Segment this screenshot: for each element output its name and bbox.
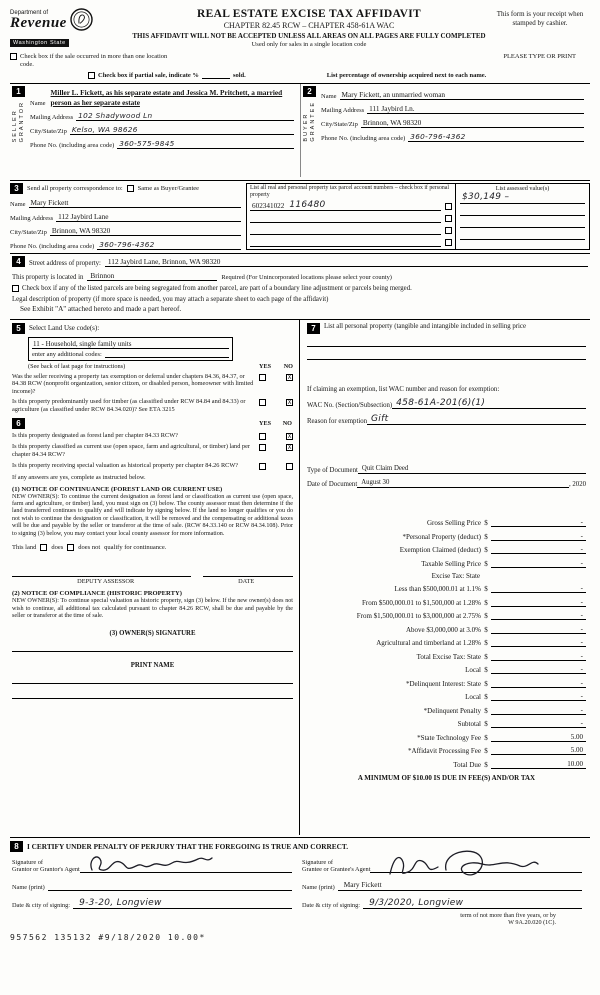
does-not-label: does not <box>78 544 101 552</box>
same-as-buyer-label: Same as Buyer/Grantee <box>137 185 200 192</box>
yes-checkbox[interactable] <box>259 399 266 406</box>
grantor-signature <box>86 851 214 875</box>
fee-label: From $1,500,000.01 to $3,000,000 at 2.75% <box>356 612 481 620</box>
fee-amount-field[interactable]: - <box>491 638 586 647</box>
no-checkbox[interactable]: X <box>287 373 292 381</box>
signature-of-label: Signature of <box>302 858 333 866</box>
question-text: Is this property designated as forest land per chapter 84.33 RCW? <box>12 432 178 440</box>
grantor-signature-label <box>12 859 80 873</box>
question-row <box>12 373 293 396</box>
question-text: Is this property receiving special valuation as historical property per chapter 84.26 RCW? <box>12 461 239 469</box>
personal-property-checkbox-4[interactable] <box>445 239 452 246</box>
fee-amount-field[interactable]: 5.00 <box>491 746 586 755</box>
section-3-badge: 3 <box>10 183 23 194</box>
grantee-signature-field[interactable] <box>370 860 582 873</box>
fee-label: Local <box>465 693 481 701</box>
owners-signature-title: (3) OWNER(S) SIGNATURE <box>109 630 196 638</box>
see-back-note: (See back of last page for instructions) <box>28 362 126 370</box>
segregated-checkbox[interactable] <box>12 285 19 292</box>
multi-location-label: Check box if the sale occurred in more than one location code. <box>20 53 168 68</box>
question-row <box>12 432 293 440</box>
multi-location-checkbox[interactable] <box>10 53 17 60</box>
buyer-name-label: Name <box>321 93 337 100</box>
fee-label: Taxable Selling Price <box>421 559 481 568</box>
located-in-value[interactable]: Brinnon <box>87 271 217 281</box>
yes-checkbox[interactable] <box>259 433 266 440</box>
corr-address-value[interactable]: 112 Jaybird Lane <box>56 212 241 222</box>
grantee-signature <box>384 846 542 886</box>
buyer-name-value[interactable]: Mary Fickett, an unmarried woman <box>340 90 584 100</box>
date-city-label: Date & city of signing: <box>302 901 361 909</box>
title-block <box>128 8 490 48</box>
buyer-city-label: City/State/Zip <box>321 121 358 128</box>
fee-amount-field[interactable]: - <box>491 584 586 593</box>
assessed-value-2[interactable] <box>460 204 585 216</box>
corr-phone-value[interactable]: 360-796-4362 <box>97 240 241 250</box>
date-city-label: Date & city of signing: <box>12 901 71 909</box>
fee-label: *Affidavit Processing Fee <box>408 747 481 755</box>
revenue-text: Revenue <box>10 14 67 31</box>
fee-label: Local <box>465 666 481 674</box>
certification-section <box>10 837 590 942</box>
parcel-numbers-box <box>246 183 456 250</box>
right-column <box>300 320 590 835</box>
exemption-reason-label: Reason for exemption <box>307 417 368 425</box>
parcel-number-typed[interactable]: 602341022 <box>252 202 285 210</box>
form-warning: THIS AFFIDAVIT WILL NOT BE ACCEPTED UNLESS ALL AREAS ON ALL PAGES ARE FULLY COMPLETED <box>132 32 486 40</box>
fee-label: *Personal Property (deduct) <box>402 532 481 541</box>
grantor-name-field[interactable] <box>48 878 292 891</box>
no-checkbox[interactable]: X <box>287 444 292 452</box>
street-address-label: Street address of property: <box>29 260 101 267</box>
parcel-number-handwritten: 116480 <box>289 200 326 210</box>
grantee-agent-label: Grantee or Grantee's Agent <box>302 865 371 873</box>
no-checkbox[interactable] <box>286 463 293 470</box>
if-yes-note: If any answers are yes, complete as instructed below. <box>12 473 146 481</box>
grantee-signature-block <box>300 854 590 909</box>
dollar-sign: $ <box>484 760 488 769</box>
buyer-city-value[interactable]: Brinnon, WA 98320 <box>361 118 584 128</box>
does-checkbox[interactable] <box>40 544 47 551</box>
buyer-phone-value[interactable]: 360-796-4362 <box>408 132 584 142</box>
single-location-note: Used only for sales in a single location code <box>251 41 367 48</box>
print-name-field-1[interactable] <box>12 669 293 684</box>
parcel-numbers-header: List all real and personal property tax parcel account numbers – check box if personal property <box>250 185 449 198</box>
seller-phone-label: Phone No. (including area code) <box>30 142 115 149</box>
excise-tax-state-header: Excise Tax: State <box>431 571 480 580</box>
fee-amount-field[interactable]: - <box>491 598 586 607</box>
assessed-values-header: List assessed value(s) <box>495 185 550 192</box>
send-correspondence-label: Send all property correspondence to: <box>27 185 123 192</box>
fee-table <box>307 514 586 769</box>
personal-property-line-1[interactable] <box>307 334 586 347</box>
dollar-sign: $ <box>484 652 488 661</box>
fee-amount-field[interactable]: - <box>491 518 586 527</box>
form-header <box>10 8 590 49</box>
fee-amount-field[interactable]: - <box>491 706 586 715</box>
print-name-title: PRINT NAME <box>130 662 175 670</box>
deputy-assessor-signature-field[interactable] <box>12 567 191 577</box>
yes-no-header <box>259 363 293 370</box>
grantor-date-value: 9-3-20, Longview <box>79 897 162 908</box>
corr-address-label: Mailing Address <box>10 215 54 222</box>
fee-label: Total Due <box>453 760 481 769</box>
main-columns <box>10 319 590 835</box>
buyer-address-label: Mailing Address <box>321 107 365 114</box>
fee-amount-field[interactable]: 10.00 <box>491 760 586 769</box>
assessed-value-1[interactable]: $30,149 – <box>460 192 585 204</box>
section-8-badge: 8 <box>10 841 23 852</box>
correspondence-section <box>10 180 590 250</box>
yes-checkbox[interactable] <box>259 463 266 470</box>
date-label: DATE <box>238 578 255 586</box>
corr-name-label: Name <box>10 201 26 208</box>
segregated-label: Check box if any of the listed parcels are being segregated from another parcel, are part of a boundary line adjustment or parcels being merged. <box>22 285 412 292</box>
deputy-assessor-label: DEPUTY ASSESSOR <box>77 578 135 586</box>
cashier-stamp: 957562 135132 #9/18/2020 10.00* <box>10 932 206 942</box>
dollar-sign: $ <box>484 720 488 728</box>
fee-label: *Delinquent Penalty <box>423 706 481 715</box>
parties-row <box>10 83 590 177</box>
notice-compliance-body: NEW OWNER(S): To continue special valuation as historic property, sign (3) below. If the new owner(s) does not wish to continue, all additional tax calculated pursuant to chapter 84.26 RCW, shall be due and payable by the seller or transferor at the time of sale. <box>12 598 293 619</box>
seller-address-label: Mailing Address <box>30 114 74 121</box>
yes-column-label: YES <box>259 362 272 370</box>
fee-label: Exemption Claimed (deduct) <box>399 546 481 554</box>
land-use-code-value[interactable]: 11 - Household, single family units <box>32 340 229 349</box>
personal-property-line-2[interactable] <box>307 347 586 360</box>
located-required-note: Required (For Unincorporated locations please select your county) <box>221 274 392 281</box>
dollar-sign: $ <box>484 546 488 554</box>
qualify-for-continuance-label: qualify for continuance. <box>104 544 167 552</box>
form-chapter: CHAPTER 82.45 RCW – CHAPTER 458-61A WAC <box>223 21 395 30</box>
name-print-label: Name (print) <box>302 883 335 891</box>
dollar-sign: $ <box>484 666 488 674</box>
fee-amount-field[interactable]: - <box>491 719 586 728</box>
fee-amount-field[interactable]: - <box>491 679 586 688</box>
fee-amount-field[interactable]: - <box>491 625 586 634</box>
land-use-title: Select Land Use code(s): <box>29 324 100 332</box>
section-4-badge: 4 <box>12 256 25 267</box>
receipt-note: This form is your receipt when stamped by cashier. <box>496 10 584 27</box>
fee-label: Above $3,000,000 at 3.0% <box>405 625 481 634</box>
washington-seal-icon <box>70 8 93 31</box>
partial-sale-label: Check box if partial sale, indicate % <box>98 72 199 79</box>
partial-sale-percent-field[interactable] <box>202 71 230 79</box>
left-column <box>10 320 300 835</box>
grantor-word: GRANTOR <box>19 101 25 143</box>
grantor-agent-label: Grantor or Grantor's Agent <box>12 865 80 873</box>
buyer-word: BUYER <box>303 112 309 142</box>
fee-label: *Delinquent Interest: State <box>405 679 481 688</box>
does-label: does <box>51 544 64 552</box>
buyer-phone-label: Phone No. (including area code) <box>321 135 406 142</box>
seller-section <box>10 84 300 177</box>
parcel-number-field-2[interactable] <box>250 222 441 223</box>
parcel-number-field-3[interactable] <box>250 234 441 235</box>
fee-label: From $500,000.01 to $1,500,000 at 1.28% <box>362 598 481 607</box>
corr-name-value[interactable]: Mary Fickett <box>29 198 241 208</box>
partial-sale-sold-label: sold. <box>232 72 246 79</box>
section-2-badge: 2 <box>303 86 316 97</box>
land-use-code-box <box>28 337 233 361</box>
minimum-due-note: A MINIMUM OF $10.00 IS DUE IN FEE(S) AND/OR TAX <box>357 773 536 782</box>
perjury-line-2: W 9A.20.020 (1C). <box>508 919 556 926</box>
does-not-checkbox[interactable] <box>67 544 74 551</box>
washington-state-text: Washington State <box>10 39 69 47</box>
grantor-date-field[interactable] <box>73 896 292 909</box>
seller-phone-value[interactable]: 360-575-9845 <box>117 139 294 149</box>
question-row <box>12 462 293 470</box>
buyer-side-label <box>303 97 316 142</box>
grantee-date-field[interactable] <box>363 896 582 909</box>
grantor-signature-block <box>10 854 300 909</box>
dollar-sign: $ <box>484 598 488 607</box>
form-title: REAL ESTATE EXCISE TAX AFFIDAVIT <box>197 8 421 20</box>
wac-number-label: WAC No. (Section/Subsection) <box>307 401 393 409</box>
department-of-text: Department of <box>10 9 49 16</box>
seller-word: SELLER <box>12 109 18 143</box>
corr-city-label: City/State/Zip <box>10 229 47 236</box>
personal-property-checkbox-1[interactable] <box>445 203 452 210</box>
fee-amount-field[interactable]: - <box>491 559 586 568</box>
fee-label: Less than $500,000.01 at 1.1% <box>394 585 481 593</box>
no-checkbox[interactable]: X <box>287 399 292 407</box>
question-row <box>12 443 293 458</box>
no-checkbox[interactable]: X <box>287 433 292 441</box>
property-location-section <box>10 253 590 316</box>
document-type-label: Type of Document <box>307 466 358 474</box>
exemption-reason-value[interactable]: Gift <box>367 414 586 425</box>
located-in-label: This property is located in <box>12 274 84 281</box>
yes-no-header <box>259 420 293 427</box>
seller-side-label <box>12 97 25 142</box>
qualify-row <box>12 544 293 551</box>
top-options <box>10 53 590 79</box>
signature-of-label: Signature of <box>12 858 43 866</box>
grantee-date-value: 9/3/2020, Longview <box>369 897 464 908</box>
fee-amount-field[interactable]: - <box>491 652 586 661</box>
question-text: Is this property classified as current use (open space, farm and agricultural, or timber) land per chapter 84.34 RCW? <box>12 443 250 459</box>
fee-amount-field[interactable]: - <box>491 611 586 620</box>
name-print-label: Name (print) <box>12 883 45 891</box>
seller-city-value[interactable]: Kelso, WA 98626 <box>70 125 294 135</box>
fee-amount-field[interactable]: - <box>491 692 586 701</box>
seller-address-value[interactable]: 102 Shadywood Ln <box>76 111 294 121</box>
fee-label: *State Technology Fee <box>417 733 481 742</box>
assessed-value-4[interactable] <box>460 228 585 240</box>
perjury-note <box>10 912 590 927</box>
dollar-sign: $ <box>484 693 488 701</box>
notice-continuance-body: NEW OWNER(S): To continue the current designation as forest land or classification as current use (open space, farm and agriculture, or timber) land, you must sign on (3) below. The county assessor must then determine if the land transferred continues to qualify and will indicate by signing below. If the land no longer qualifies or you do not wish to continue the designation or classification, it will be removed and the compensating or additional taxes will be due and payable by the seller or transferor at the time of sale. (RCW 84.33.140 or RCW 84.34.108). Prior to signing (3) below, you may contact your local county assessor for more information. <box>12 493 293 537</box>
personal-property-checkbox-2[interactable] <box>445 215 452 222</box>
grantee-word: GRANTEE <box>310 101 316 142</box>
ownership-percentage-note: List percentage of ownership acquired next to each name. <box>326 72 487 79</box>
dollar-sign: $ <box>484 639 488 647</box>
dollar-sign: $ <box>484 679 488 688</box>
dollar-sign: $ <box>484 519 488 527</box>
seller-name-label: Name <box>30 100 46 107</box>
document-type-value[interactable]: Quit Claim Deed <box>358 465 586 474</box>
type-or-print-label: PLEASE TYPE OR PRINT <box>503 53 576 60</box>
dollar-sign: $ <box>484 585 488 593</box>
question-row <box>12 398 293 413</box>
dollar-sign: $ <box>484 747 488 755</box>
exemption-intro: If claiming an exemption, list WAC number and reason for exemption: <box>307 385 500 393</box>
fee-amount-field[interactable]: 5.00 <box>491 733 586 742</box>
buyer-section <box>300 84 590 177</box>
dollar-sign: $ <box>484 532 488 541</box>
wac-number-value[interactable]: 458-61A-201(6)(1) <box>392 398 586 409</box>
partial-sale-checkbox[interactable] <box>88 72 95 79</box>
seller-city-label: City/State/Zip <box>30 128 67 135</box>
personal-property-checkbox-3[interactable] <box>445 227 452 234</box>
dollar-sign: $ <box>484 733 488 742</box>
fee-label: Agricultural and timberland at 1.28% <box>376 639 481 647</box>
notice-continuance-title: (1) NOTICE OF CONTINUANCE (FOREST LAND OR CURRENT USE) <box>12 485 223 493</box>
owner-signature-field[interactable] <box>12 637 293 652</box>
section-1-badge: 1 <box>12 86 25 97</box>
notice-compliance-title: (2) NOTICE OF COMPLIANCE (HISTORIC PROPERTY) <box>12 590 182 598</box>
corr-city-value[interactable]: Brinnon, WA 98320 <box>50 226 241 236</box>
fee-label: Total Excise Tax: State <box>416 652 481 661</box>
grantor-signature-field[interactable] <box>80 860 292 873</box>
section-7-badge: 7 <box>307 323 320 334</box>
fee-amount-field[interactable]: - <box>491 665 586 674</box>
yes-checkbox[interactable] <box>259 444 266 451</box>
no-column-label: NO <box>283 362 293 370</box>
document-date-label: Date of Document <box>307 480 358 488</box>
dollar-sign: $ <box>484 612 488 620</box>
buyer-address-value[interactable]: 111 Jaybird Ln. <box>367 104 584 114</box>
additional-codes-field[interactable] <box>105 351 229 358</box>
grantee-signature-label <box>302 859 370 873</box>
same-as-buyer-checkbox[interactable] <box>127 185 134 192</box>
additional-codes-label: enter any additional codes: <box>32 350 102 358</box>
corr-phone-label: Phone No. (including area code) <box>10 243 95 250</box>
no-column-label: NO <box>282 420 292 428</box>
deputy-date-field[interactable] <box>203 567 293 577</box>
street-address-value[interactable]: 112 Jaybird Lane, Brinnon, WA 98320 <box>105 257 588 267</box>
section-6-badge: 6 <box>12 418 25 429</box>
print-name-field-2[interactable] <box>12 684 293 699</box>
perjury-line-1: term of not more than five years, or by <box>460 911 556 919</box>
personal-property-header: List all personal property (tangible and intangible included in selling price <box>324 322 526 330</box>
this-land-label: This land <box>12 544 37 552</box>
seller-name-value[interactable]: Miller L. Fickett, as his separate estate and Jessica M. Pritchett, a married person as her separate estate <box>50 88 283 107</box>
dollar-sign: $ <box>484 559 488 568</box>
assessed-values-box <box>456 183 590 250</box>
fee-label: Subtotal <box>457 720 481 728</box>
fee-amount-field[interactable]: - <box>491 532 586 541</box>
document-date-year: , 2020 <box>569 480 586 488</box>
legal-description-value[interactable]: See Exhibit "A" attached hereto and made a part hereof. <box>20 304 182 313</box>
yes-column-label: YES <box>259 420 272 428</box>
fee-amount-field[interactable]: - <box>491 545 586 554</box>
legal-description-label: Legal description of property (if more space is needed, you may attach a separate sheet to each page of the affidavit) <box>12 295 329 303</box>
dor-logo <box>10 8 128 49</box>
fee-label: Gross Selling Price <box>426 519 481 527</box>
yes-checkbox[interactable] <box>259 374 266 381</box>
dollar-sign: $ <box>484 625 488 634</box>
parcel-number-field-4[interactable] <box>250 246 441 247</box>
assessed-value-3[interactable] <box>460 216 585 228</box>
certification-title: I CERTIFY UNDER PENALTY OF PERJURY THAT THE FOREGOING IS TRUE AND CORRECT. <box>27 841 349 851</box>
question-text: Was the seller receiving a property tax exemption or deferral under chapters 84.36, 84.37, or 84.38 RCW (nonprofit organization, senior citizen, or disabled person, homeowner with limited income)? <box>12 372 254 395</box>
dollar-sign: $ <box>484 706 488 715</box>
document-date-value[interactable]: August 30 <box>357 479 569 488</box>
grantee-name-value: Mary Fickett <box>343 879 382 889</box>
section-5-badge: 5 <box>12 323 25 334</box>
question-text: Is this property predominantly used for timber (as classified under RCW 84.84 and 84.33) or agriculture (as classified under RCW 84.34.020)? See ETA 3215 <box>12 398 246 413</box>
